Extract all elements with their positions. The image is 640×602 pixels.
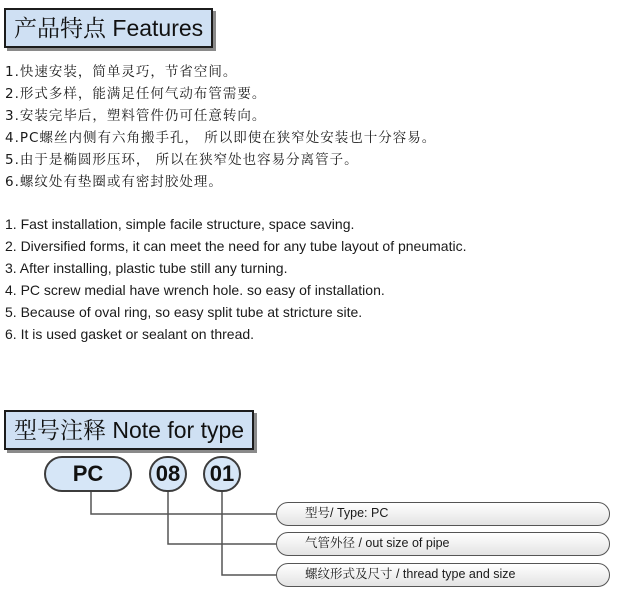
code-08-pill: 08 (149, 456, 187, 492)
feature-item-cn: 5.由于是椭圆形压环， 所以在狭窄处也容易分离管子。 (5, 152, 359, 168)
feature-item-cn: 3.安装完毕后，塑料管件仍可任意转向。 (5, 108, 267, 124)
feature-item-cn: 1.快速安装，简单灵巧，节省空间。 (5, 64, 238, 80)
connector-thread (222, 492, 276, 575)
type-description: 型号/ Type: PC (276, 502, 610, 526)
pipe-size-description: 气管外径 / out size of pipe (276, 532, 610, 556)
connector-type (91, 492, 276, 514)
features-section-title: 产品特点 Features (4, 8, 213, 48)
feature-item-en: 1. Fast installation, simple facile structure, space saving. (5, 216, 355, 232)
feature-item-cn: 2.形式多样，能满足任何气动布管需要。 (5, 86, 267, 102)
feature-item-en: 2. Diversified forms, it can meet the need for any tube layout of pneumatic. (5, 238, 467, 254)
feature-item-cn: 6.螺纹处有垫圈或有密封胶处理。 (5, 174, 223, 190)
feature-item-en: 4. PC screw medial have wrench hole. so easy of installation. (5, 282, 385, 298)
code-pc-pill: PC (44, 456, 132, 492)
thread-description: 螺纹形式及尺寸 / thread type and size (276, 563, 610, 587)
feature-item-en: 3. After installing, plastic tube still any turning. (5, 260, 288, 276)
feature-item-en: 6. It is used gasket or sealant on thread. (5, 326, 255, 342)
note-section-title: 型号注释 Note for type (4, 410, 254, 450)
feature-item-cn: 4.PC螺丝内侧有六角搬手孔， 所以即使在狭窄处安装也十分容易。 (5, 130, 437, 146)
code-01-pill: 01 (203, 456, 241, 492)
feature-item-en: 5. Because of oval ring, so easy split tube at stricture site. (5, 304, 363, 320)
